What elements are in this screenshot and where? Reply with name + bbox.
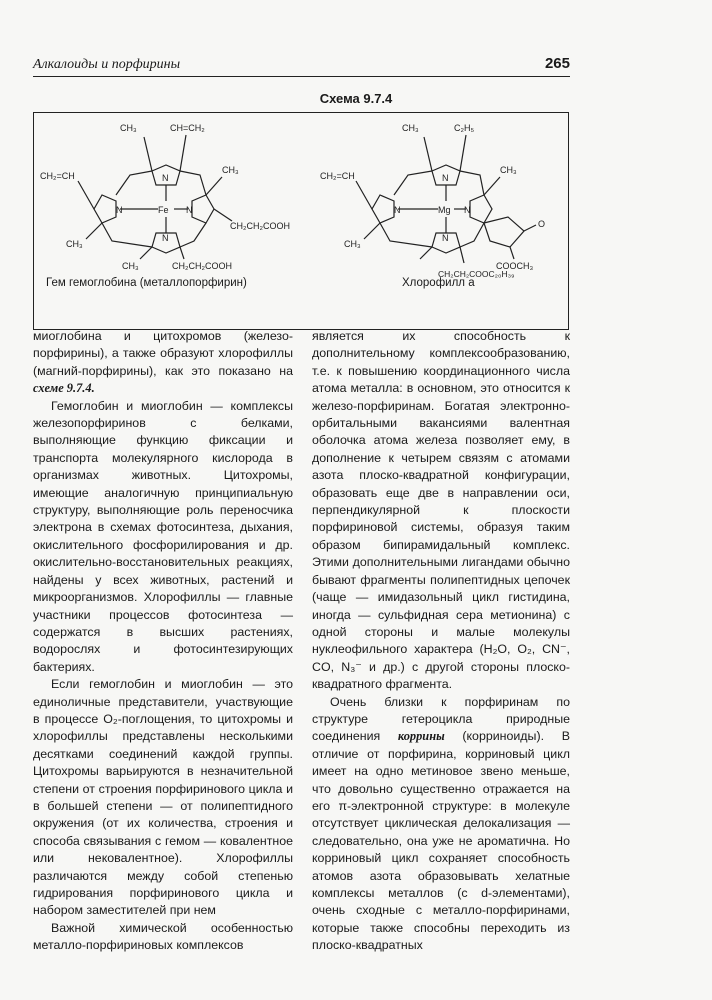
heme-label: CH₂=CH — [40, 171, 75, 181]
chlorophyll-label: C₂H₅ — [454, 123, 475, 133]
heme-label: N — [162, 233, 169, 243]
chlorophyll-label: COOCH₃ — [496, 261, 534, 271]
structures-drawing — [34, 113, 570, 331]
running-title: Алкалоиды и порфирины — [33, 57, 181, 72]
heme-label: N — [162, 173, 169, 183]
chlorophyll-label: N — [442, 233, 449, 243]
scheme-figure — [33, 112, 569, 330]
page-number: 265 — [544, 55, 570, 72]
paragraph — [312, 694, 570, 955]
heme-label: CH₃ — [120, 123, 137, 133]
heme-label: CH₃ — [66, 239, 83, 249]
chlorophyll-label: N — [394, 205, 401, 215]
heme-label: CH₂CH₂COOH — [230, 221, 290, 231]
chlorophyll-caption: Хлорофилл а — [402, 277, 475, 289]
chlorophyll-label: O — [538, 219, 546, 229]
paragraph: является их способность к дополнительному комплексообразованию, т.е. к повышению координационного числа атома металла: в основном, это относится к железо-порфиринам. Богатая электронно-орбитальными вакансиями валентная оболочка атома железа позволяет ему, в дополнение к четырем связям с атомами азота плоско-квадратной конфигурации, образовать еще две в направлении оси, перпендикулярной к плоскости порфириновой системы, образуя таким образом бипирамидальный комплекс. Этими дополнительными лигандами обычно бывают фрагменты полипептидных цепочек (чаще — имидазольный цикл гистидина, иногда — сульфидная сера метионина) с одной стороны и малые молекулы нуклеофильного характера (H₂O, O₂, CN⁻, CO, N₃⁻ и др.) с другой стороны плоско-квадратного фрагмента. — [312, 329, 570, 692]
heme-label: Fe — [158, 205, 169, 215]
scheme-reference: схеме 9.7.4. — [33, 381, 95, 396]
text: миоглобина и цитохромов (железо-порфирины), а также образуют хлорофиллы (магний-порфирины), как это показано на — [33, 329, 293, 378]
chlorophyll-structure — [356, 135, 536, 263]
chlorophyll-label: CH₂CH₂COOC₂₀H₃₉ — [438, 269, 515, 279]
heme-label: CH₃ — [222, 165, 239, 175]
right-column — [312, 328, 570, 955]
chlorophyll-label: CH₃ — [402, 123, 419, 133]
text: Очень близки к порфиринам по структуре гетероцикла природные соединения — [312, 694, 570, 744]
chlorophyll-label: CH₃ — [500, 165, 517, 175]
heme-label: CH=CH₂ — [170, 123, 205, 133]
heme-label: CH₂CH₂COOH — [172, 261, 232, 271]
heme-label: N — [116, 205, 123, 215]
chlorophyll-label: N — [464, 205, 471, 215]
text: (корриноиды). В отличие от порфирина, корриновый цикл имеет на одно метиновое звено меньше, что довольно существенно отражается на его π-электронной структуре: в молекуле отсутствует циклическая делокализация — следовательно, она уже не ароматична. Но корриновый цикл сохраняет способность атомов азота образовывать хелатные комплексы металлов (с d-элементами), очень сходные с металло-порфиринами, которые также способны переходить из плоско-квадратных — [312, 729, 570, 953]
left-column — [33, 328, 293, 955]
heme-labels — [40, 123, 290, 271]
heme-caption: Гем гемоглобина (металлопорфирин) — [46, 277, 247, 289]
chlorophyll-label: CH₂=CH — [320, 171, 355, 181]
chlorophyll-label: CH₃ — [344, 239, 361, 249]
chlorophyll-label: N — [442, 173, 449, 183]
running-header — [33, 57, 570, 79]
chlorophyll-labels — [320, 123, 545, 279]
heme-structure — [78, 135, 232, 259]
header-rule — [33, 76, 570, 77]
chlorophyll-label: Mg — [438, 205, 451, 215]
paragraph: Если гемоглобин и миоглобин — это единоличные представители, участвующие в процессе O₂-поглощения, то цитохромы и хлорофиллы представлены несколькими десятками соединений каждой группы. Цитохромы варьируются в незначительной степени от строения порфиринового цикла и в большей степени — от полипептидного окружения (от их количества, строения и способа связывания с гемом — ковалентное или нековалентное). Хлорофиллы различаются между собой степенью гидрирования порфиринового цикла и набором заместителей при нем — [33, 677, 293, 918]
paragraph: Важной химической особенностью металло-порфириновых комплексов — [33, 920, 293, 953]
paragraph — [33, 328, 293, 398]
term-korriny: коррины — [397, 729, 445, 744]
heme-label: N — [186, 205, 193, 215]
scheme-title: Схема 9.7.4 — [319, 91, 393, 106]
heme-label: CH₃ — [122, 261, 139, 271]
paragraph: Гемоглобин и миоглобин — комплексы железопорфиринов с белками, выполняющие функцию фиксации и транспорта молекулярного кислорода в организмах животных. Цитохромы, имеющие аналогичную принципиальную структуру, выполняющие роль переносчика электрона в схемах фотосинтеза, дыхания, окислительного фосфорилирования и др. окислительно-восстановительных реакциях, найдены у всех животных, растений и микроорганизмов. Хлорофиллы — главные участники процессов фотосинтеза — содержатся в высших растениях, водорослях и фотосинтезирующих бактериях. — [33, 398, 293, 674]
